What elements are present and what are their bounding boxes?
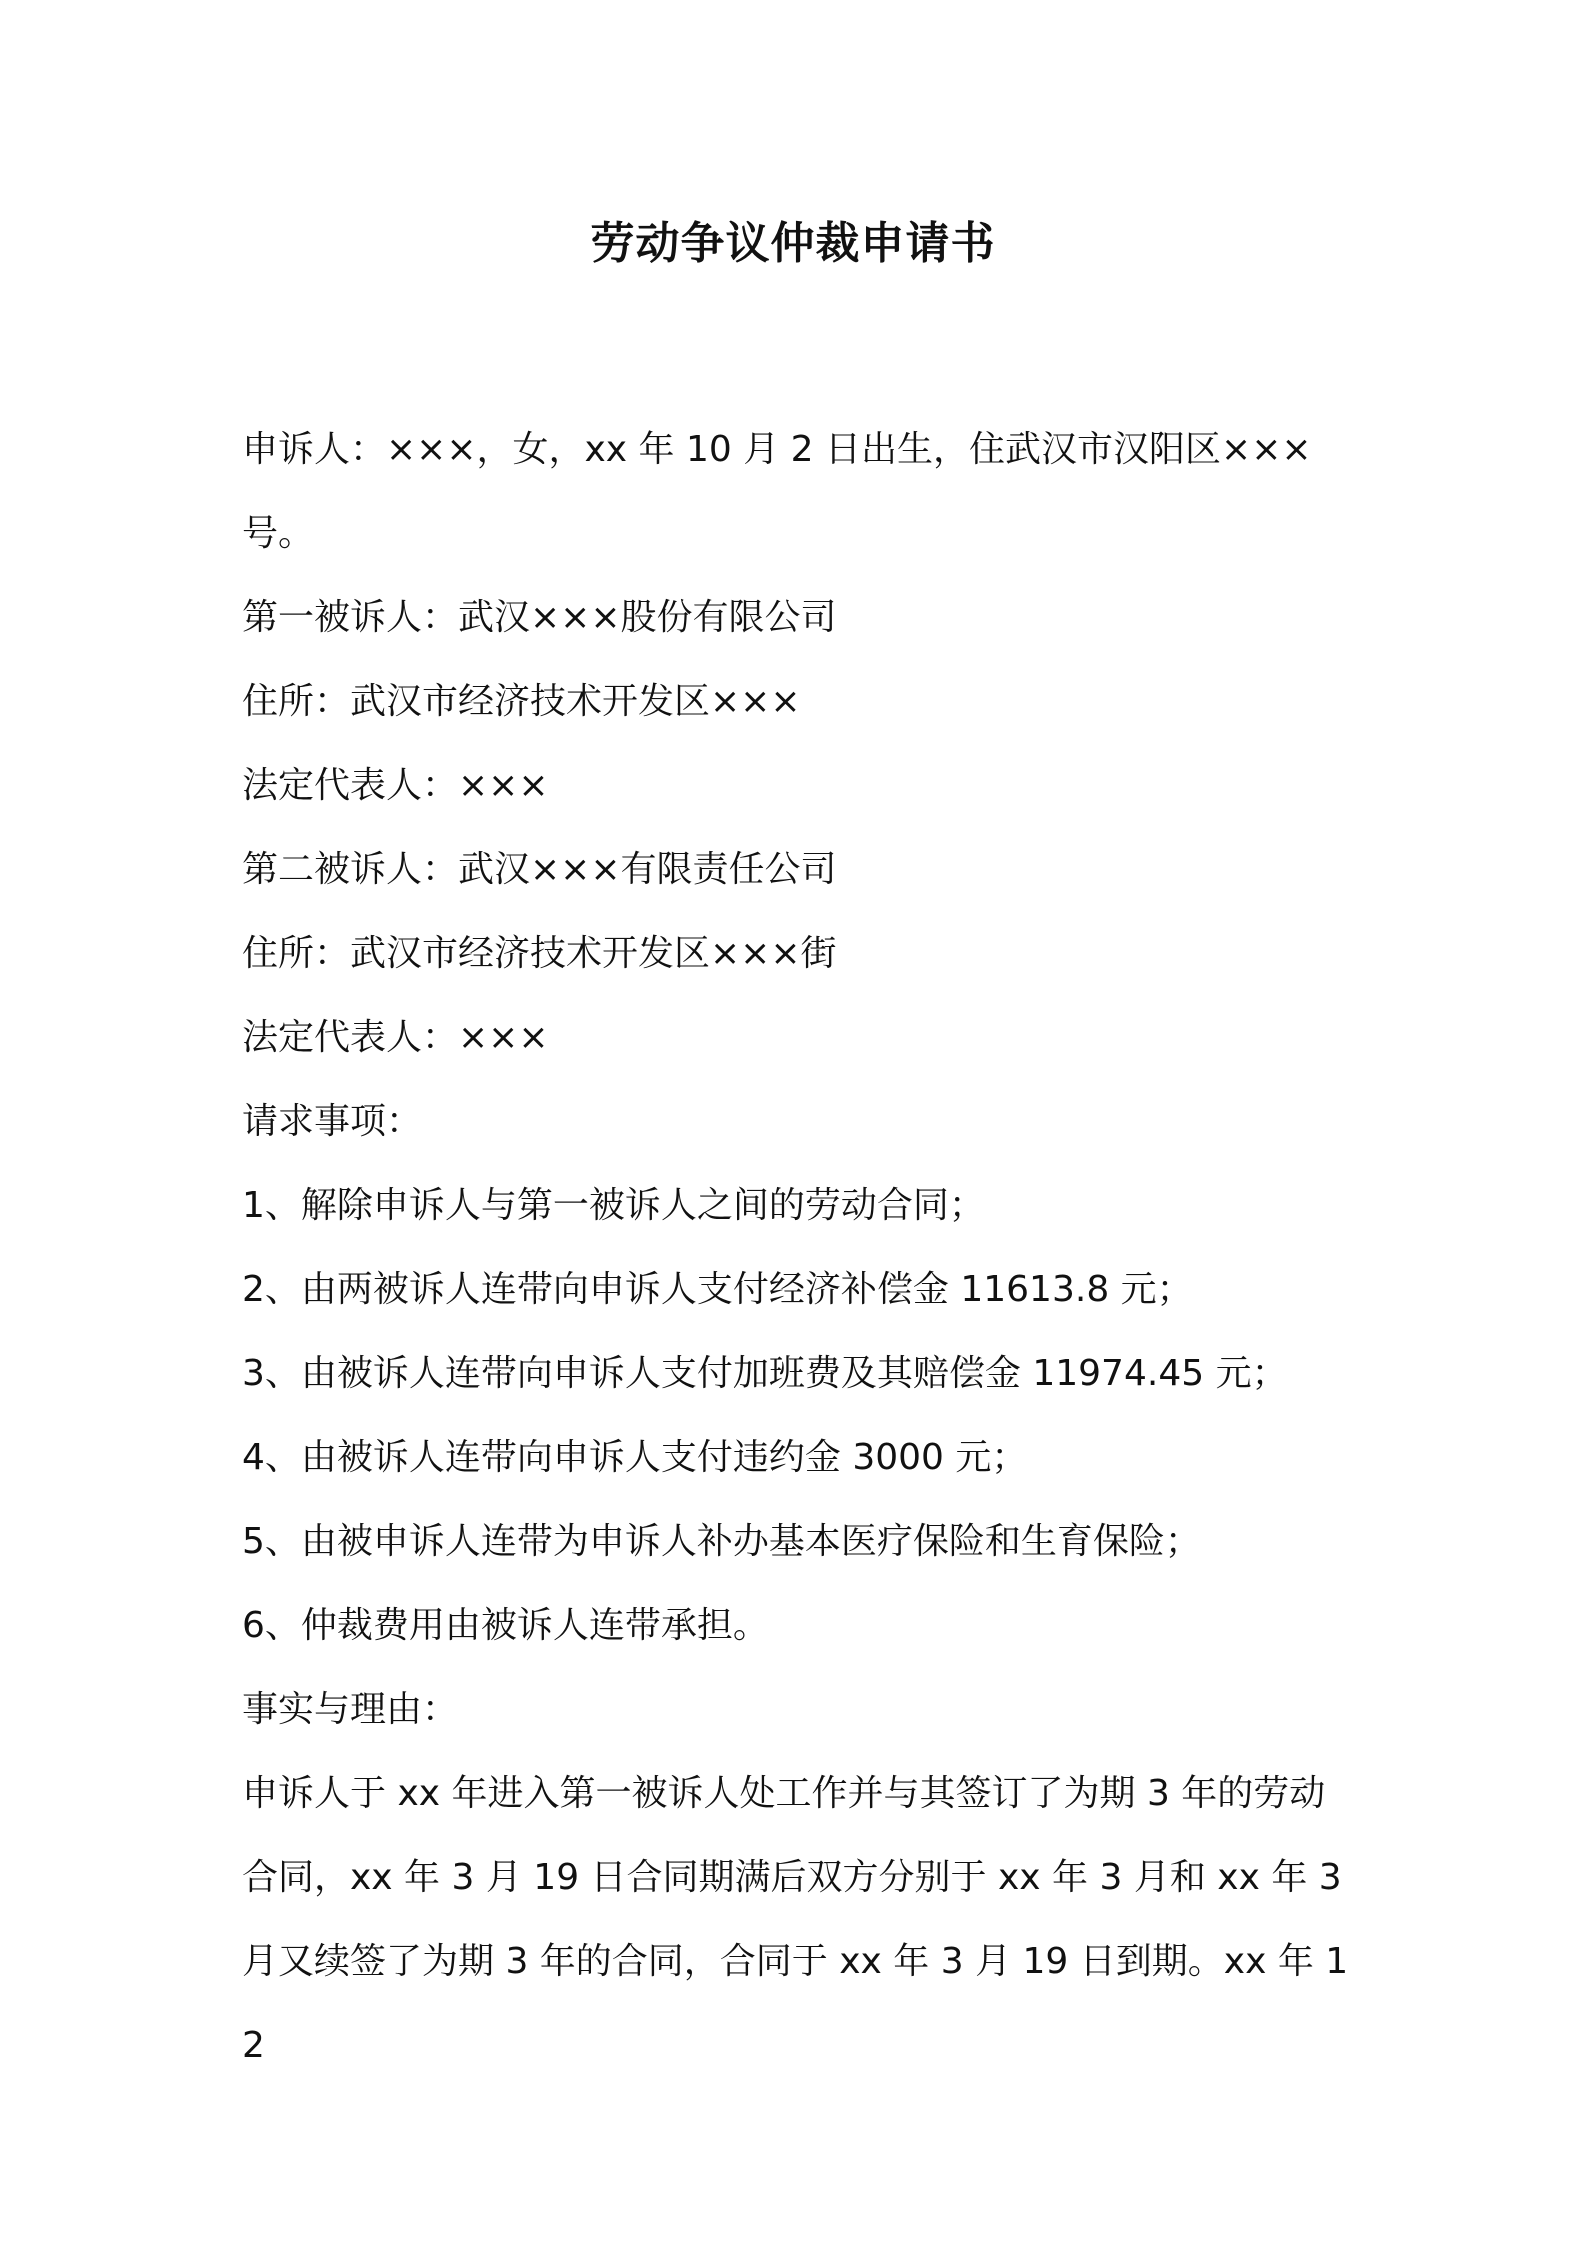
document-title: 劳动争议仲裁申请书	[590, 218, 996, 269]
respondent2-name: 第二被诉人：武汉×××有限责任公司	[242, 849, 837, 890]
requests-heading: 请求事项：	[242, 1101, 423, 1142]
facts-paragraph: 申诉人于 xx 年进入第一被诉人处工作并与其签订了为期 3 年的劳动合同，xx 年 3 月 19 日合同期满后双方分别于 xx 年 3 月和 xx 年 3 月又续签了为期 3 年的合同，合同于 xx 年 3 月 19 日到期。xx 年 12	[242, 1773, 1354, 2066]
respondent2-representative: 法定代表人：×××	[242, 1017, 549, 1058]
request-item: 6、仲裁费用由被诉人连带承担。	[242, 1605, 769, 1646]
request-item: 4、由被诉人连带向申诉人支付违约金 3000 元；	[242, 1437, 1028, 1478]
document-body	[242, 408, 1352, 2088]
respondent2-address: 住所：武汉市经济技术开发区×××街	[242, 933, 837, 974]
respondent1-representative: 法定代表人：×××	[242, 765, 549, 806]
applicant-line: 申诉人：×××，女，xx 年 10 月 2 日出生，住武汉市汉阳区×××号。	[242, 429, 1312, 554]
request-item: 5、由被申诉人连带为申诉人补办基本医疗保险和生育保险；	[242, 1521, 1201, 1562]
facts-heading: 事实与理由：	[242, 1689, 459, 1730]
request-item: 1、解除申诉人与第一被诉人之间的劳动合同；	[242, 1185, 985, 1226]
respondent1-address: 住所：武汉市经济技术开发区×××	[242, 681, 801, 722]
request-item: 3、由被诉人连带向申诉人支付加班费及其赔偿金 11974.45 元；	[242, 1353, 1288, 1394]
request-item: 2、由两被诉人连带向申诉人支付经济补偿金 11613.8 元；	[242, 1269, 1193, 1310]
respondent1-name: 第一被诉人：武汉×××股份有限公司	[242, 597, 837, 638]
